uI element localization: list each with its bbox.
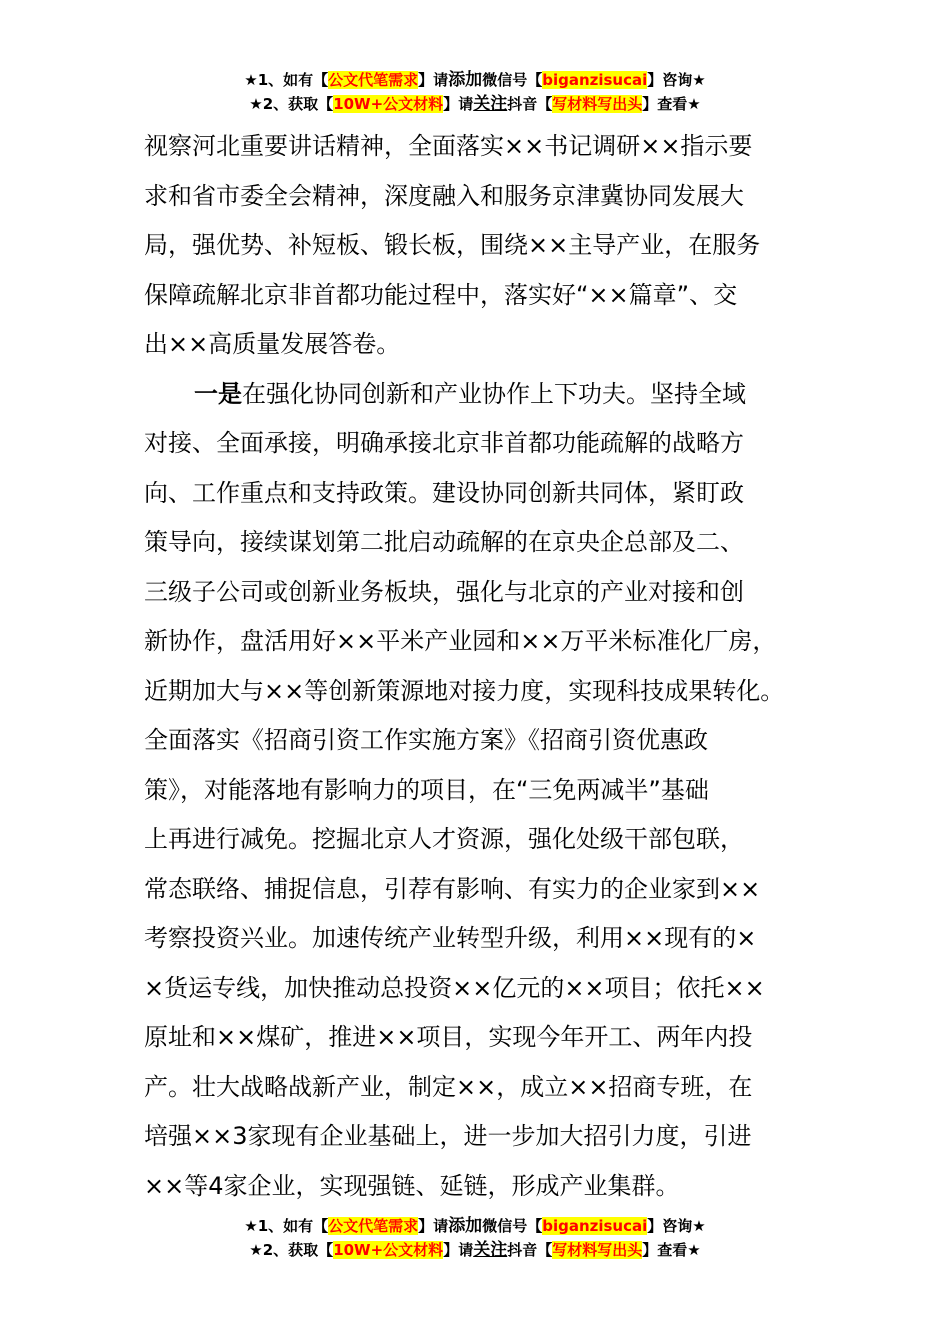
notice-text: 微信号【 <box>482 71 543 89</box>
body-line: 出××高质量发展答卷。 <box>144 330 401 358</box>
notice-text: 添加 <box>448 1216 483 1236</box>
body-line: 向、工作重点和支持政策。建设协同创新共同体，紧盯政 <box>144 478 744 507</box>
body-line: 新协作，盘活用好××平米产业园和××万平米标准化厂房， <box>144 627 777 655</box>
notice-text: 关注 <box>473 1240 508 1260</box>
notice-text: 】查看★ <box>642 1241 701 1259</box>
highlight-text: 公文代笔需求 <box>328 71 419 89</box>
body-line: 求和省市委全会精神，深度融入和服务京津冀协同发展大 <box>144 181 744 210</box>
notice-text: ★2、获取【 <box>249 1241 334 1259</box>
body-line: ××等4家企业，实现强链、延链，形成产业集群。 <box>144 1171 680 1200</box>
wechat-id: biganzisucai <box>542 1217 648 1235</box>
notice-text: 】查看★ <box>642 95 701 113</box>
body-line: 全面落实《招商引资工作实施方案》《招商引资优惠政 <box>144 726 708 754</box>
notice-text: 】请 <box>443 1241 474 1259</box>
body-line: 上再进行减免。挖掘北京人才资源，强化处级干部包联， <box>144 825 744 853</box>
body-line: 对接、全面承接，明确承接北京非首都功能疏解的战略方 <box>144 429 744 457</box>
notice-text: 】请 <box>418 1217 449 1235</box>
notice-text: 抖音【 <box>507 1241 553 1259</box>
notice-line-2 <box>0 1238 950 1262</box>
douyin-account: 写材料写出头 <box>552 1241 643 1259</box>
douyin-account: 写材料写出头 <box>552 95 643 113</box>
body-line: 三级子公司或创新业务板块，强化与北京的产业对接和创 <box>144 577 744 606</box>
header-notice <box>0 68 950 116</box>
body-line: 策》，对能落地有影响力的项目，在“三免两减半”基础 <box>144 775 709 804</box>
notice-text: ★1、如有【 <box>244 71 329 89</box>
body-line: 策导向，接续谋划第二批启动疏解的在京央企总部及二、 <box>144 528 744 556</box>
body-line: 常态联络、捕捉信息，引荐有影响、有实力的企业家到×× <box>144 874 761 903</box>
body-line: ×货运专线，加快推动总投资××亿元的××项目；依托×× <box>144 973 765 1002</box>
footer-notice <box>0 1214 950 1262</box>
notice-text: ★1、如有【 <box>244 1217 329 1235</box>
notice-text: 】请 <box>418 71 449 89</box>
body-line: 视察河北重要讲话精神，全面落实××书记调研××指示要 <box>144 132 753 160</box>
notice-text: 微信号【 <box>482 1217 543 1235</box>
highlight-text: 10W+公文材料 <box>333 1241 444 1259</box>
highlight-text: 10W+公文材料 <box>333 95 444 113</box>
paragraph-first-line <box>144 370 834 420</box>
wechat-id: biganzisucai <box>542 71 648 89</box>
body-line: 产。壮大战略战新产业，制定××，成立××招商专班，在 <box>144 1072 753 1101</box>
notice-line-2 <box>0 92 950 116</box>
document-body <box>144 122 834 1211</box>
notice-line-1 <box>0 68 950 92</box>
notice-text: 】咨询★ <box>647 71 706 89</box>
notice-text: 抖音【 <box>507 95 553 113</box>
body-line: 原址和××煤矿，推进××项目，实现今年开工、两年内投 <box>144 1023 753 1051</box>
notice-text: 】咨询★ <box>647 1217 706 1235</box>
notice-text: 关注 <box>473 94 508 114</box>
body-line: 近期加大与××等创新策源地对接力度，实现科技成果转化。 <box>144 676 785 705</box>
notice-text: 添加 <box>448 70 483 90</box>
highlight-text: 公文代笔需求 <box>328 1217 419 1235</box>
notice-text: ★2、获取【 <box>249 95 334 113</box>
notice-line-1 <box>0 1214 950 1238</box>
body-line: 保障疏解北京非首都功能过程中，落实好“××篇章”、交 <box>144 280 738 309</box>
body-text: 在强化协同创新和产业协作上下功夫。坚持全域 <box>242 379 746 408</box>
notice-text: 】请 <box>443 95 474 113</box>
body-line: 考察投资兴业。加速传统产业转型升级，利用××现有的× <box>144 924 757 952</box>
body-line: 培强××3家现有企业基础上，进一步加大招引力度，引进 <box>144 1122 752 1150</box>
body-line: 局，强优势、补短板、锻长板，围绕××主导产业，在服务 <box>144 231 761 259</box>
paragraph-lead: 一是 <box>194 379 242 408</box>
